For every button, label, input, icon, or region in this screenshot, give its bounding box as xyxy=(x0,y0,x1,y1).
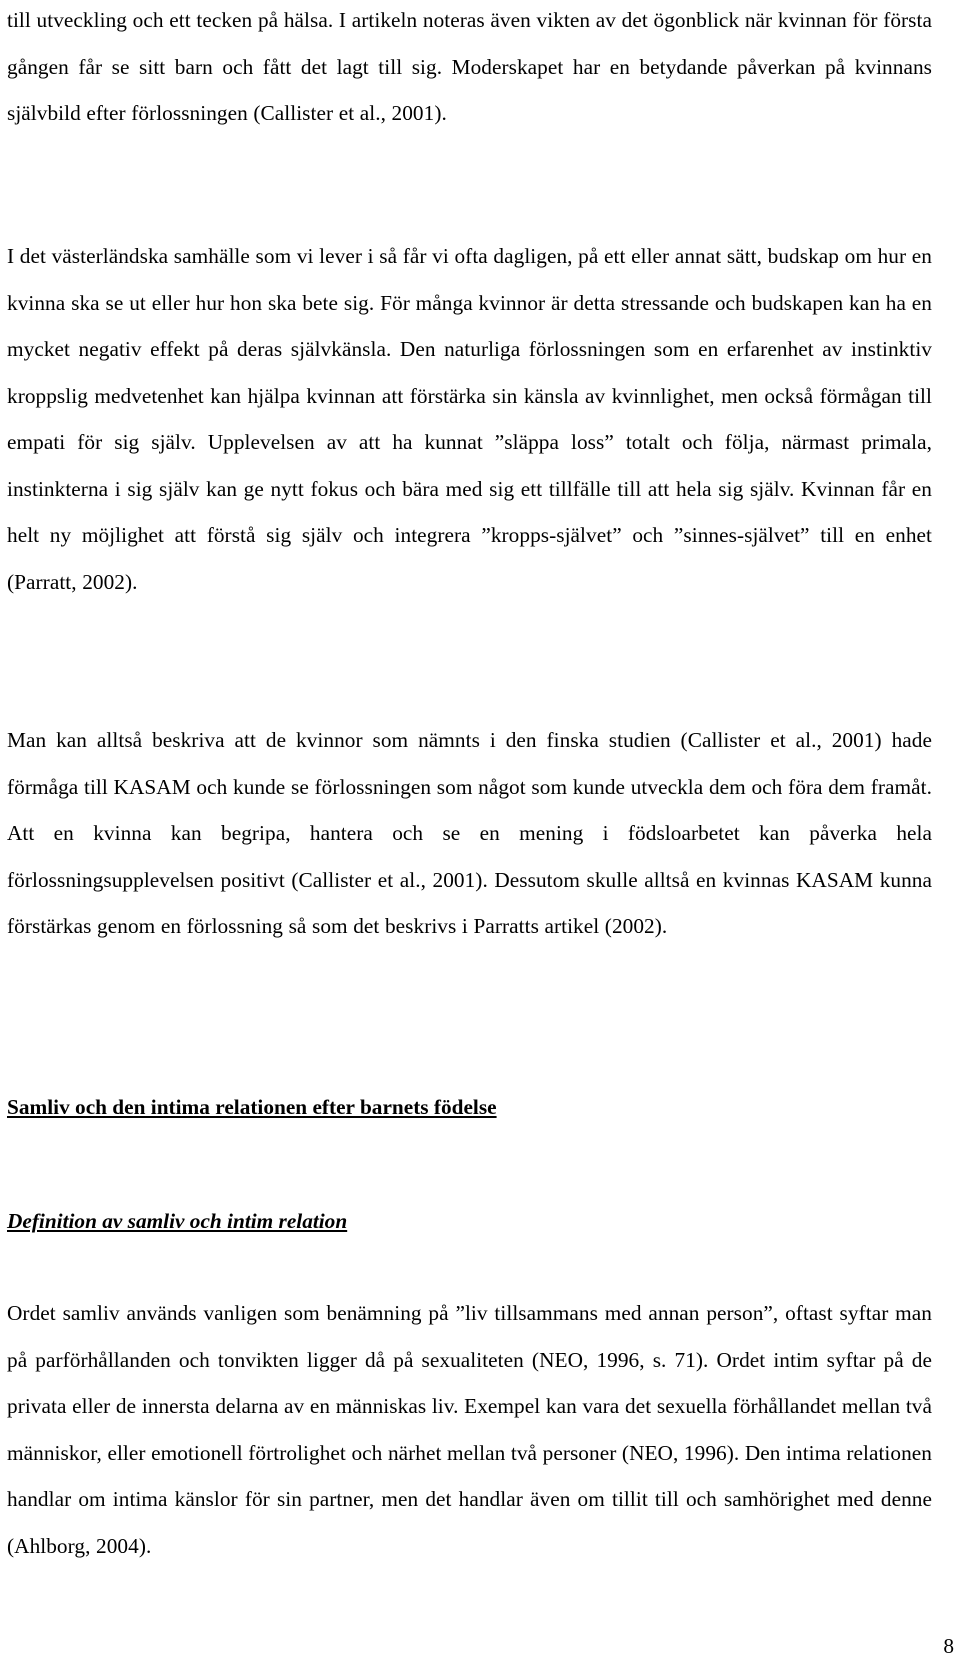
section-heading: Samliv och den intima relationen efter barnets födelse xyxy=(7,1095,497,1119)
body-paragraph: Ordet samliv används vanligen som benämning på ”liv tillsammans med annan person”, oftast syftar man på parförhållanden och tonvikten ligger då på sexualiteten (NEO, 1996, s. 71). Ordet intim syftar på de privata eller de innersta delarna av en människas liv. Exempel kan vara det sexuella förhållandet mellan två människor, eller emotionell förtrolighet och närhet mellan två personer (NEO, 1996). Den intima relationen handlar om intima känslor för sin partner, men det handlar även om tillit till och samhörighet med denne (Ahlborg, 2004). xyxy=(7,1301,932,1558)
body-paragraph: till utveckling och ett tecken på hälsa. I artikeln noteras även vikten av det ögonblick när kvinnan för första gången får se sitt barn och fått det lagt till sig. Moderskapet har en betydande påverkan på kvinnans självbild efter förlossningen (Callister et al., 2001). xyxy=(7,8,932,125)
subsection-heading: Definition av samliv och intim relation xyxy=(7,1209,348,1233)
body-paragraph: Man kan alltså beskriva att de kvinnor som nämnts i den finska studien (Callister et al., 2001) hade förmåga till KASAM och kunde se förlossningen som något som kunde utveckla dem och föra dem framåt. Att en kvinna kan begripa, hantera och se en mening i födsloarbetet kan påverka hela förlossningsupplevelsen positivt (Callister et al., 2001). Dessutom skulle alltså en kvinnas KASAM kunna förstärkas genom en förlossning så som det beskrivs i Parratts artikel (2002). xyxy=(7,728,932,938)
page-number: 8 xyxy=(943,1634,954,1658)
body-paragraph: I det västerländska samhälle som vi lever i så får vi ofta dagligen, på ett eller annat sätt, budskap om hur en kvinna ska se ut eller hur hon ska bete sig. För många kvinnor är detta stressande och budskapen kan ha en mycket negativ effekt på deras självkänsla. Den naturliga förlossningen som en erfarenhet av instinktiv kroppslig medvetenhet kan hjälpa kvinnan att förstärka sin känsla av kvinnlighet, men också förmågan till empati för sig själv. Upplevelsen av att ha kunnat ”släppa loss” totalt och följa, närmast primala, instinkterna i sig själv kan ge nytt fokus och bära med sig ett tillfälle till att hela sig själv. Kvinnan får en helt ny möjlighet att förstå sig själv och integrera ”kropps-självet” och ”sinnes-självet” till en enhet (Parratt, 2002). xyxy=(7,244,932,594)
